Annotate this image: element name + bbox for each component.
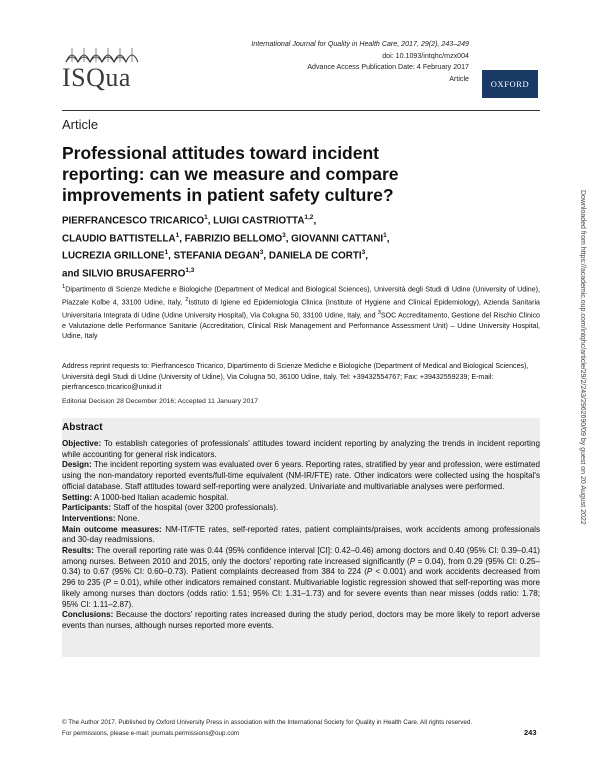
abstract-heading: Abstract bbox=[62, 422, 103, 433]
page-number: 243 bbox=[524, 728, 537, 737]
affiliation-number: 2 bbox=[185, 296, 189, 303]
p-symbol: P bbox=[105, 578, 112, 588]
setting-label: Setting: bbox=[62, 492, 93, 502]
participants-label: Participants: bbox=[62, 503, 112, 513]
abstract-design bbox=[62, 460, 540, 492]
author-affiliation-marker: 1 bbox=[175, 231, 180, 239]
author-name: LUCREZIA GRILLONE bbox=[62, 250, 165, 262]
isqua-logo-text: ISQua bbox=[62, 63, 131, 92]
author-affiliation-marker: 1 bbox=[164, 249, 169, 257]
objective-label: Objective: bbox=[62, 439, 102, 448]
results-text: The overall reporting rate was 0.44 (95% confidence interval [CI]: 0.42–0.46) among doctors and 0.40 (95% CI: 0.39–0.41) among nurses. Between 2010 and 2015, only the doctors' reporting rate increased significantly ( bbox=[62, 546, 540, 566]
p-symbol: P bbox=[409, 556, 416, 566]
permissions-notice: For permissions, please e-mail: journals.permissions@oup.com bbox=[62, 730, 240, 737]
abstract-conclusions bbox=[62, 610, 540, 631]
author-name: DANIELA DE CORTI bbox=[268, 250, 362, 262]
participants-text: Staff of the hospital (over 3200 professionals). bbox=[111, 503, 279, 513]
author-name: PIERFRANCESCO TRICARICO bbox=[62, 215, 205, 227]
author-affiliation-marker: 3 bbox=[259, 249, 264, 257]
abstract-objective bbox=[62, 439, 540, 460]
affiliation-2: Istituto di Igiene ed Epidemiologia Clinica (Institute of Hygiene and Clinical Epidemiology), Azienda Sanitaria Universitaria Integrata di Udine (Udine University Hospital), Via Colugna 50, 33100 Udine, Italy, and bbox=[62, 298, 540, 320]
article-title: Professional attitudes toward incident reporting: can we measure and compare improvements in patient safety culture? bbox=[62, 143, 399, 205]
abstract-interventions bbox=[62, 514, 540, 525]
objective-text: To establish categories of professionals' attitudes toward incident reporting by analyzing the trends in incident reporting while accounting for general risk indicators. bbox=[62, 439, 540, 459]
download-note: Downloaded from https://academic.oup.com/intqhc/article/29/2/243/2962690/09 by guest on 20 August 2022 bbox=[579, 190, 586, 525]
affiliation-1: Dipartimento di Scienze Mediche e Biologiche (Department of Medical and Biological Sciences), Università degli Studi di Udine (University of Udine), Piazzale Kolbe 4, 33100 Udine, Italy, bbox=[62, 285, 540, 307]
copyright-notice: © The Author 2017. Published by Oxford University Press in association with the International Society for Quality in Health Care. All rights reserved. bbox=[62, 719, 473, 726]
doi-line[interactable]: doi: 10.1093/intqhc/mzx004 bbox=[382, 51, 469, 60]
affiliation-number: 1 bbox=[62, 284, 66, 290]
conclusions-label: Conclusions: bbox=[62, 610, 114, 620]
author-name: LUIGI CASTRIOTTA bbox=[213, 215, 305, 227]
affiliations bbox=[62, 282, 540, 342]
author-affiliation-marker: 1,2 bbox=[304, 214, 314, 221]
author-affiliation-marker: 3 bbox=[361, 249, 366, 257]
oxford-logo: OXFORD bbox=[482, 70, 538, 98]
author-affiliation-marker: 1 bbox=[383, 231, 387, 239]
author-affiliation-marker: 1 bbox=[204, 214, 208, 221]
abstract-setting bbox=[62, 493, 540, 504]
reprint-address: Address reprint requests to: Pierfrancesco Tricarico, Dipartimento di Scienze Mediche e Biologiche (Department of Medical and Biological Sciences), Università degli Studi di Udine (University of Udine), Via Colugna 50, 36100 Udine, Italy. Tel: +39432554767; Fax: +39432559239; E-mail: pierfrancesco.tricarico@uniud.it bbox=[62, 362, 529, 392]
author-affiliation-marker: 3 bbox=[282, 231, 286, 239]
editorial-decision: Editorial Decision 28 December 2016; Accepted 11 January 2017 bbox=[62, 398, 258, 405]
results-text: = 0.04), from 0.29 (95% CI: 0.25–0.34) to 0.67 (95% CI: 0.60–0.73). Patient complaints decreased from 384 to 224 ( bbox=[62, 556, 540, 577]
results-label: Results: bbox=[62, 546, 94, 556]
author-name: SILVIO BRUSAFERRO bbox=[82, 267, 186, 279]
abstract-body bbox=[62, 439, 540, 632]
setting-text: A 1000-bed Italian academic hospital. bbox=[92, 492, 229, 502]
results-text: = 0.01), while other indicators remained constant. Multivariable logistic regression showed that self-reporting was more likely among nurses than doctors (odds ratio: 1.51; 95% CI: 1.31–1.73) and for severe events than near misses (odds ratio: 1.78; 95% CI: 1.11–2.87). bbox=[62, 578, 541, 609]
outcome-text: NM-IT/FTE rates, self-reported rates, patient complaints/praises, work accidents among professionals and 30-day readmissions. bbox=[62, 524, 541, 545]
journal-meta bbox=[251, 39, 469, 85]
author-name: CLAUDIO BATTISTELLA bbox=[62, 232, 176, 244]
section-label: Article bbox=[62, 117, 99, 132]
p-symbol: P bbox=[366, 567, 373, 577]
download-watermark bbox=[576, 190, 586, 620]
interventions-text: None. bbox=[115, 513, 140, 523]
interventions-label: Interventions: bbox=[62, 513, 116, 523]
conclusions-text: Because the doctors' reporting rates increased during the study period, doctors may be more likely to report adverse events than nurses, although nurses reported more events. bbox=[62, 610, 540, 630]
abstract-outcomes bbox=[62, 525, 540, 546]
author-name: GIOVANNI CATTANI bbox=[291, 232, 384, 244]
advance-access-date: Advance Access Publication Date: 4 February 2017 bbox=[307, 63, 469, 71]
author-affiliation-marker: 1,3 bbox=[185, 266, 195, 274]
affiliation-3: SOC Accreditamento, Gestione del Rischio Clinico e Valutazione delle Performance Sanitarie (Accreditation, Clinical Risk Management and Performance Assessment Unit) – Udine University Hospital, Udine, Italy bbox=[62, 311, 540, 341]
abstract-results bbox=[62, 546, 540, 610]
author-list: PIERFRANCESCO TRICARICO$^1$, LUIGI CASTRIOTTA$^{1,2}$, CLAUDIO BATTISTELLA$^1$, FABRIZIO BELLOMO$^3$, GIOVANNI CATTANI$^1$, LUCREZIA GRILLONE$^1$, STEFANIA DEGAN$^3$, DANIELA DE CORTI$^3$, and SILVIO BRUSAFERRO$^{1,3}$ bbox=[62, 214, 390, 279]
journal-citation: International Journal for Quality in Health Care, 2017, 29(2), 243–249 bbox=[251, 40, 469, 48]
affiliation-number: 3 bbox=[377, 309, 381, 316]
article-type-label: Article bbox=[449, 74, 469, 83]
results-text: < 0.001) and work accidents decreased from 296 to 235 ( bbox=[62, 567, 540, 588]
outcome-label: Main outcome measures: bbox=[62, 524, 162, 534]
footer bbox=[62, 717, 482, 739]
design-label: Design: bbox=[62, 460, 92, 470]
abstract-participants bbox=[62, 503, 540, 514]
design-text: The incident reporting system was evaluated over 6 years. Reporting rates, stratified by year and profession, were estimated using the non-mandatory reported events/full-time equivalent (NM-IR/FTE) rate. Other indicators were collected using the hospital's official database. Staff attitudes toward self-reporting were analyzed. Univariate and multivariable analyses were performed. bbox=[62, 460, 540, 491]
author-name: FABRIZIO BELLOMO bbox=[184, 232, 283, 244]
author-name: STEFANIA DEGAN bbox=[173, 250, 260, 262]
header-rule bbox=[62, 110, 540, 111]
